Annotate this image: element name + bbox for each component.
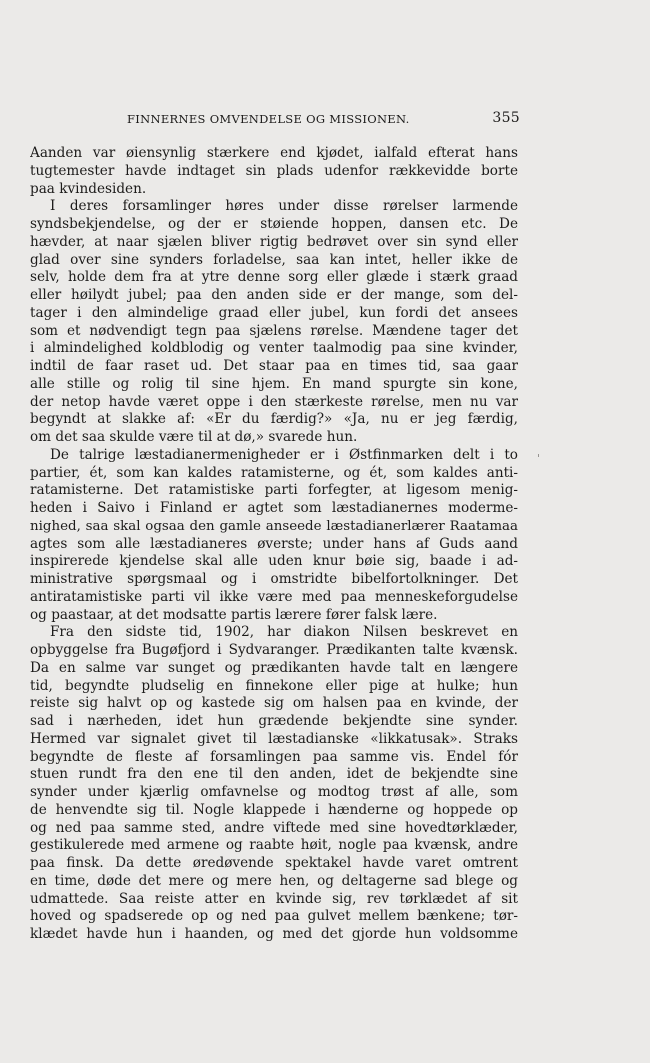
text-line: syndsbekjendelse, og der er støiende hoppen, dansen etc. De <box>30 216 518 232</box>
text-line: De talrige læstadianermenigheder er i Østfinmarken delt i to <box>50 446 518 463</box>
text-line: sad i nærheden, idet hun grædende bekjendte sine synder. <box>30 713 518 729</box>
margin-mark: ' <box>537 452 541 465</box>
text-line: om det saa skulde være til at dø,» svarede hun. <box>30 429 358 445</box>
body-text <box>30 145 518 944</box>
text-line: alle stille og rolig til sine hjem. En mand spurgte sin kone, <box>30 375 518 392</box>
text-line: og paastaar, at det modsatte partis lærere fører falsk lære. <box>30 606 438 623</box>
text-line: agtes som alle læstadianeres øverste; under hans af Guds aand <box>30 535 518 552</box>
text-line: indtil de faar raset ud. Det staar paa en times tid, saa gaar <box>30 358 518 374</box>
text-line: ratamisterne. Det ratamistiske parti forfegter, at ligesom menig- <box>30 482 518 499</box>
text-line: nighed, saa skal ogsaa den gamle anseede læstadianerlærer Raatamaa <box>30 518 518 534</box>
text-line: der netop havde været oppe i den stærkeste rørelse, men nu var <box>30 393 518 410</box>
text-line: ministrative spørgsmaal og i omstridte bibelfortolkninger. Det <box>30 571 518 587</box>
text-line: heden i Saivo i Finland er agtet som læstadianernes moderme- <box>30 500 518 516</box>
text-line: klædet havde hun i haanden, og med det gjorde hun voldsomme <box>30 926 518 942</box>
text-line: som et nødvendigt tegn paa sjælens rørelse. Mændene tager det <box>30 322 518 339</box>
text-line: hoved og spadserede op og ned paa gulvet mellem bænkene; tør- <box>30 908 518 925</box>
text-line: inspirerede kjendelse skal alle uden knur bøie sig, baade i ad- <box>30 553 518 570</box>
text-line: Fra den sidste tid, 1902, har diakon Nilsen beskrevet en <box>50 624 518 641</box>
text-line: synder under kjærlig omfavnelse og modtog trøst af alle, som <box>30 784 518 800</box>
text-line: eller høilydt jubel; paa den anden side er der mange, som del- <box>30 287 518 303</box>
text-line: en time, døde det mere og mere hen, og deltagerne sad blege og <box>30 872 518 889</box>
text-line: paa kvindesiden. <box>30 180 147 197</box>
text-line: glad over sine synders forladelse, saa kan intet, heller ikke de <box>30 251 518 268</box>
text-line: og ned paa samme sted, andre viftede med sine hovedtørklæder, <box>30 819 518 836</box>
running-head: FINNERNES OMVENDELSE OG MISSIONEN. <box>127 112 410 126</box>
text-line: stuen rundt fra den ene til den anden, idet de bekjendte sine <box>30 766 518 783</box>
text-line: opbyggelse fra Bugøfjord i Sydvaranger. Prædikanten talte kvænsk. <box>30 642 518 658</box>
text-line: antiratamistiske parti vil ikke være med paa menneskeforgudelse <box>30 588 518 605</box>
text-line: i almindelighed koldblodig og venter taalmodig paa sine kvinder, <box>30 340 518 357</box>
text-line: de henvendte sig til. Nogle klappede i hænderne og hoppede op <box>30 801 518 818</box>
text-line: gestikulerede med armene og raabte høit, nogle paa kvænsk, andre <box>30 837 518 854</box>
text-line: udmattede. Saa reiste atter en kvinde sig, rev tørklædet af sit <box>30 890 518 907</box>
text-line: I deres forsamlinger høres under disse rørelser larmende <box>50 198 518 215</box>
text-line: tugtemester havde indtaget sin plads udenfor rækkevidde borte <box>30 162 518 179</box>
text-line: partier, ét, som kan kaldes ratamisterne, og ét, som kaldes anti- <box>30 464 518 481</box>
page-number: 355 <box>492 110 520 126</box>
text-line: Da en salme var sunget og prædikanten havde talt en længere <box>30 659 518 676</box>
page-header <box>127 112 520 128</box>
text-line: Aanden var øiensynlig stærkere end kjødet, ialfald efterat hans <box>30 145 518 161</box>
text-line: begyndte de fleste af forsamlingen paa samme vis. Endel fór <box>30 748 518 765</box>
text-line: begyndt at slakke af: «Er du færdig?» «Ja, nu er jeg færdig, <box>30 411 518 428</box>
text-line: Hermed var signalet givet til læstadianske «likkatusak». Straks <box>30 730 518 747</box>
text-line: tager i den almindelige graad eller jubel, kun fordi det ansees <box>30 304 518 321</box>
text-line: reiste sig halvt op og kastede sig om halsen paa en kvinde, der <box>30 695 518 712</box>
text-line: tid, begyndte pludselig en finnekone eller pige at hulke; hun <box>30 677 518 694</box>
text-line: paa finsk. Da dette øredøvende spektakel havde varet omtrent <box>30 855 518 871</box>
text-line: selv, holde dem fra at ytre denne sorg eller glæde i stærk graad <box>30 269 518 286</box>
text-line: hævder, at naar sjælen bliver rigtig bedrøvet over sin synd eller <box>30 233 518 250</box>
